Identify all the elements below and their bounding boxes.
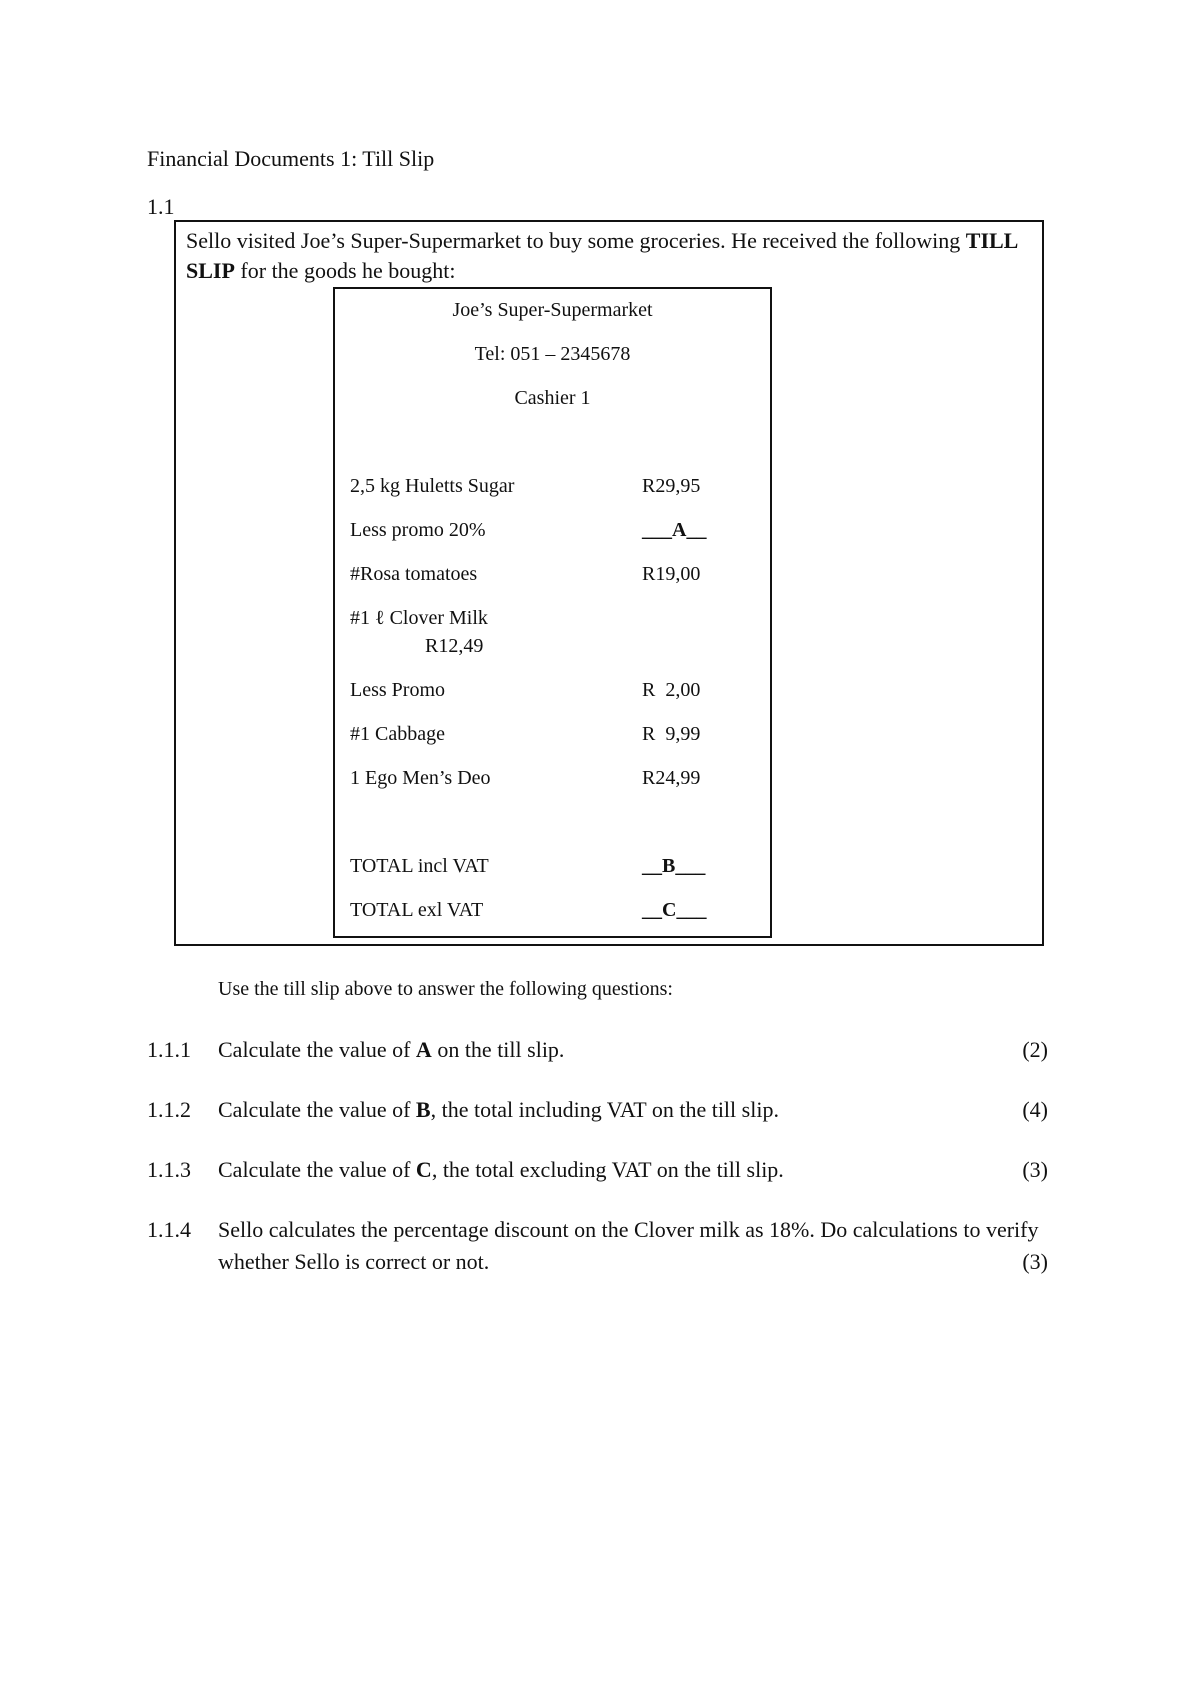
question-variable: B	[415, 1097, 431, 1122]
document-title: Financial Documents 1: Till Slip	[147, 146, 435, 171]
store-telephone: Tel: 051 – 2345678	[474, 343, 631, 365]
question-text-start: Calculate the value of	[218, 1097, 416, 1122]
line-item-name: #Rosa tomatoes	[350, 563, 478, 585]
question-text	[218, 1034, 1060, 1066]
total-excl-vat-label: TOTAL exl VAT	[350, 899, 484, 921]
till-slip	[333, 287, 772, 938]
instructions-text: Use the till slip above to answer the following questions:	[218, 978, 673, 1000]
question-marks: (3)	[1022, 1249, 1048, 1274]
question-variable: C	[415, 1157, 432, 1182]
question-number: 1.1	[147, 194, 175, 219]
question-number: 1.1.2	[147, 1097, 191, 1122]
line-item-amount: R 2,00	[642, 679, 701, 701]
cashier-label: Cashier 1	[514, 387, 591, 409]
intro-paragraph	[186, 226, 1036, 286]
line-item-amount: R29,95	[642, 475, 701, 497]
line-item-amount: R 9,99	[642, 723, 701, 745]
answer-blank-c: __C___	[642, 899, 707, 921]
line-item-amount: R19,00	[642, 563, 701, 585]
question-box	[174, 220, 1044, 946]
question-text	[218, 1154, 1060, 1186]
store-name: Joe’s Super-Supermarket	[452, 299, 653, 321]
question-text-end: on the till slip.	[431, 1037, 565, 1062]
line-item-name: #1 Cabbage	[350, 723, 445, 745]
intro-text: Sello visited Joe’s Super-Supermarket to buy some groceries. He received the following	[186, 228, 966, 253]
intro-bold-term: TILL SLIP	[186, 228, 1018, 283]
question-text-start: Calculate the value of	[218, 1157, 416, 1182]
question-number: 1.1.4	[147, 1217, 191, 1242]
question-marks: (4)	[1022, 1097, 1048, 1122]
line-item-name: 2,5 kg Huletts Sugar	[350, 475, 515, 497]
question-text: Sello calculates the percentage discount on the Clover milk as 18%. Do calculations to verify whether Sello is correct or not.	[218, 1217, 1039, 1274]
line-item-name: #1 ℓ Clover Milk	[350, 607, 488, 629]
question-text-start: Calculate the value of	[218, 1037, 416, 1062]
line-item-name: Less Promo	[350, 679, 445, 701]
question-number: 1.1.1	[147, 1037, 191, 1062]
question-marks: (2)	[1022, 1037, 1048, 1062]
answer-blank-b: __B___	[642, 855, 706, 877]
line-item-amount: R12,49	[425, 635, 484, 657]
question-marks: (3)	[1022, 1157, 1048, 1182]
question-text	[218, 1094, 1060, 1126]
question-number: 1.1.3	[147, 1157, 191, 1182]
line-item-amount: R24,99	[642, 767, 701, 789]
question-text-end: , the total including VAT on the till slip.	[430, 1097, 779, 1122]
intro-text-end: for the goods he bought:	[234, 258, 456, 283]
line-item-name: 1 Ego Men’s Deo	[350, 767, 491, 789]
question-text-end: , the total excluding VAT on the till slip.	[431, 1157, 784, 1182]
answer-blank-a: ___A__	[642, 519, 707, 541]
line-item-name: Less promo 20%	[350, 519, 486, 541]
total-incl-vat-label: TOTAL incl VAT	[350, 855, 489, 877]
question-variable: A	[415, 1037, 432, 1062]
